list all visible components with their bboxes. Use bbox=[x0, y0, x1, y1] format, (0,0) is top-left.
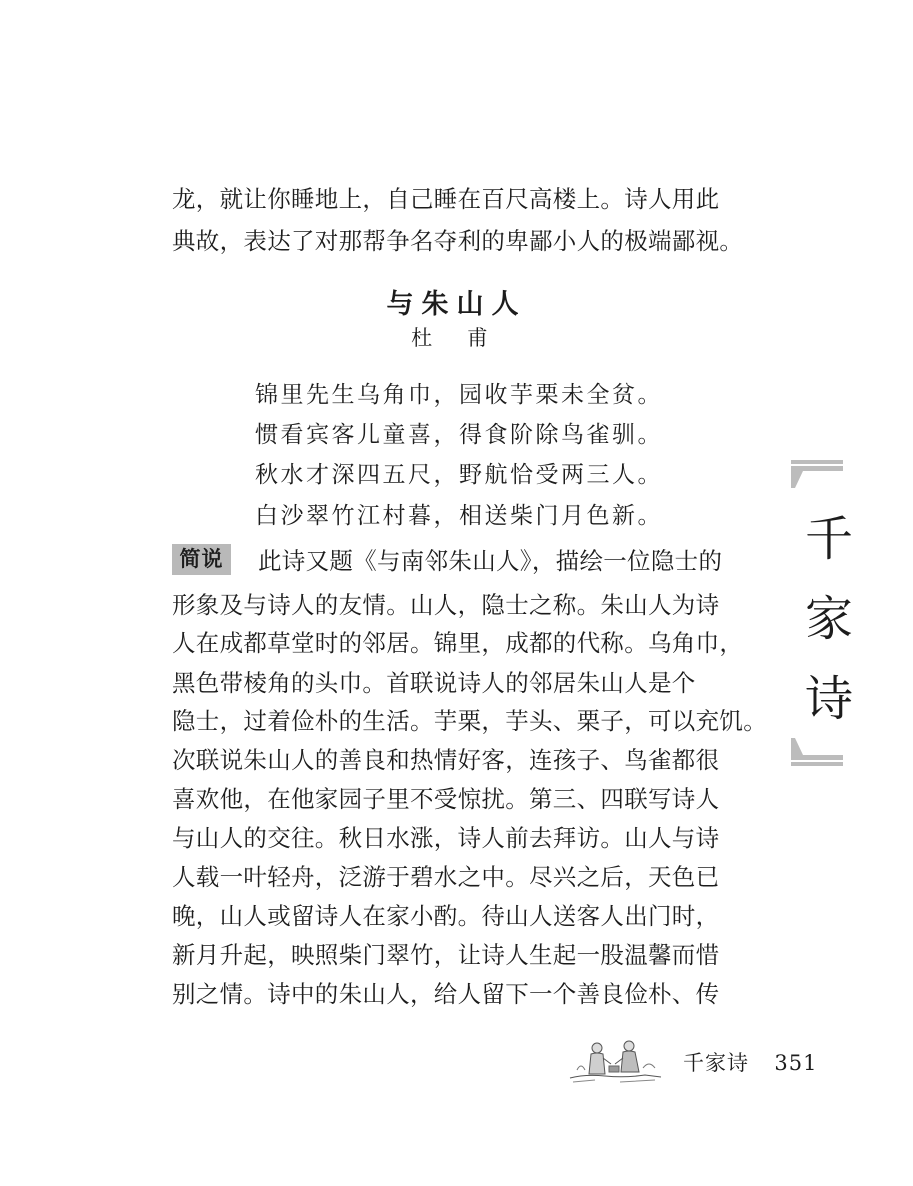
poem-line: 秋水才深四五尺，野航恰受两三人。 bbox=[255, 462, 663, 488]
side-char: 诗 bbox=[805, 671, 854, 727]
commentary-line: 人载一叶轻舟，泛游于碧水之中。尽兴之后，天色已 bbox=[172, 863, 720, 891]
page-number: 351 bbox=[774, 1051, 818, 1075]
poem-line: 锦里先生乌角巾，园收芋栗未全贫。 bbox=[255, 382, 663, 408]
footer-book-title: 千家诗 bbox=[683, 1051, 749, 1075]
poem-line: 惯看宾客儿童喜，得食阶除鸟雀驯。 bbox=[255, 422, 663, 448]
tab-bottom-bar bbox=[791, 762, 843, 766]
tab-top-bar bbox=[791, 460, 843, 464]
poem-title: 与朱山人 bbox=[386, 289, 527, 320]
footer bbox=[683, 1050, 817, 1076]
commentary-line: 隐士，过着俭朴的生活。芋栗，芋头、栗子，可以充饥。 bbox=[172, 707, 767, 735]
commentary-line: 别之情。诗中的朱山人，给人留下一个善良俭朴、传 bbox=[172, 980, 720, 1008]
paragraph-line: 龙，就让你睡地上，自己睡在百尺高楼上。诗人用此 bbox=[172, 185, 720, 213]
paragraph-line: 典故，表达了对那帮争名夺利的卑鄙小人的极端鄙视。 bbox=[172, 227, 744, 255]
side-char: 家 bbox=[805, 591, 854, 647]
side-section-tab bbox=[791, 460, 854, 766]
commentary-line: 人在成都草堂时的邻居。锦里，成都的代称。乌角巾， bbox=[172, 629, 744, 657]
two-scholars-illustration-icon bbox=[565, 1030, 665, 1090]
commentary-line: 晚，山人或留诗人在家小酌。待山人送客人出门时， bbox=[172, 902, 720, 930]
commentary-label: 简说 bbox=[172, 544, 231, 575]
poem-author: 杜 甫 bbox=[411, 326, 502, 350]
side-char: 千 bbox=[805, 511, 854, 567]
commentary-line: 形象及与诗人的友情。山人，隐士之称。朱山人为诗 bbox=[172, 591, 720, 619]
commentary-line: 此诗又题《与南邻朱山人》，描绘一位隐士的 bbox=[258, 547, 723, 575]
commentary-line: 黑色带棱角的头巾。首联说诗人的邻居朱山人是个 bbox=[172, 669, 696, 697]
commentary-line: 与山人的交往。秋日水涨，诗人前去拜访。山人与诗 bbox=[172, 824, 720, 852]
poem-line: 白沙翠竹江村暮，相送柴门月色新。 bbox=[255, 503, 663, 529]
bracket-top-icon bbox=[791, 466, 843, 488]
commentary-line: 喜欢他，在他家园子里不受惊扰。第三、四联写诗人 bbox=[172, 785, 720, 813]
commentary-line: 新月升起，映照柴门翠竹，让诗人生起一股温馨而惜 bbox=[172, 941, 720, 969]
commentary-line: 次联说朱山人的善良和热情好客，连孩子、鸟雀都很 bbox=[172, 746, 720, 774]
bracket-bottom-icon bbox=[791, 738, 843, 760]
